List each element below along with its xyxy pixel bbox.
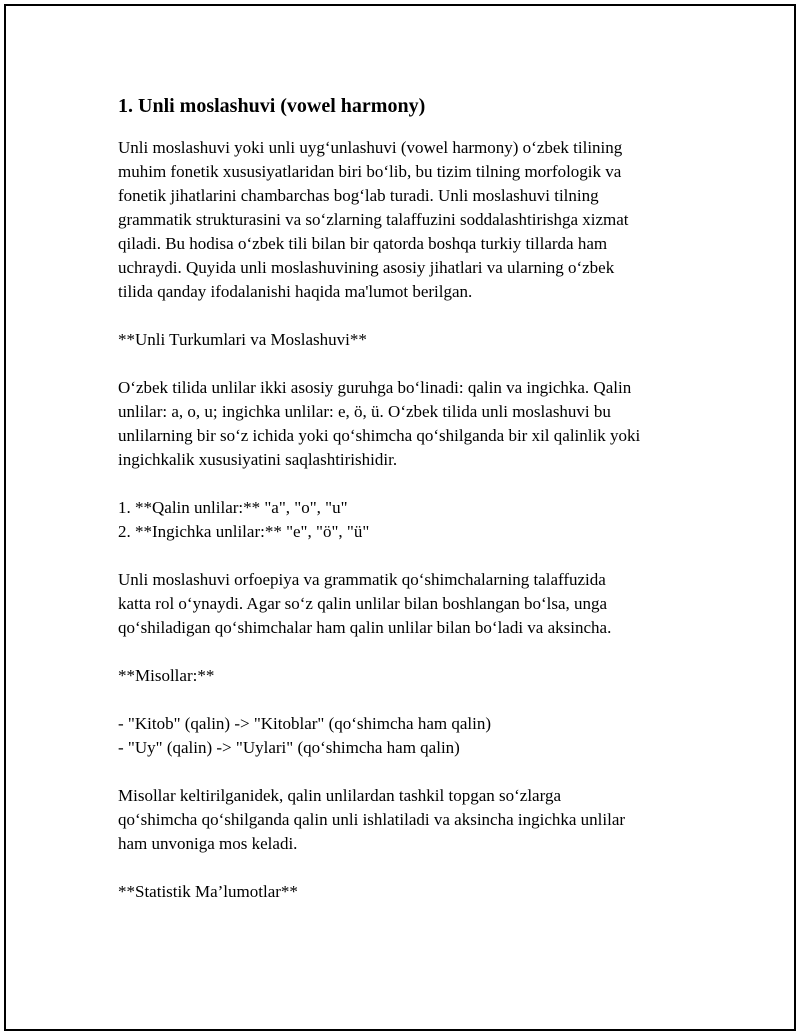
vowel-list	[114, 496, 694, 544]
role-line: qo‘shiladigan qo‘shimchalar ham qalin unlilar bilan bo‘ladi va aksincha.	[118, 618, 612, 637]
subsection-title-text: **Unli Turkumlari va Moslashuvi**	[118, 330, 367, 349]
intro-line: uchraydi. Quyida unli moslashuvining asosiy jihatlari va ularning o‘zbek	[118, 258, 615, 277]
conclusion-line: qo‘shimcha qo‘shilganda qalin unli ishlatiladi va aksincha ingichka unlilar	[118, 810, 626, 829]
example-item: - "Kitob" (qalin) -> "Kitoblar" (qo‘shimcha ham qalin)	[118, 714, 492, 733]
groups-line: unlilarning bir so‘z ichida yoki qo‘shimcha qo‘shilganda bir xil qalinlik yoki	[118, 426, 641, 445]
intro-line: tilida qanday ifodalanishi haqida ma'lumot berilgan.	[118, 282, 473, 301]
role-line: Unli moslashuvi orfoepiya va grammatik qo‘shimchalarning talaffuzida	[118, 570, 606, 589]
vowel-groups-paragraph	[114, 376, 694, 472]
examples-title-text: **Misollar:**	[118, 666, 215, 685]
conclusion-line: Misollar keltirilganidek, qalin unlilardan tashkil topgan so‘zlarga	[118, 786, 561, 805]
groups-line: unlilar: a, o, u; ingichka unlilar: e, ö, ü. O‘zbek tilida unli moslashuvi bu	[118, 402, 611, 421]
role-paragraph	[114, 568, 694, 640]
list-item: 2. **Ingichka unlilar:** "e", "ö", "ü"	[118, 522, 370, 541]
document-body	[114, 92, 694, 928]
intro-line: muhim fonetik xususiyatlaridan biri bo‘lib, bu tizim tilning morfologik va	[118, 162, 622, 181]
subsection-title-text: **Statistik Ma’lumotlar**	[118, 882, 298, 901]
section-heading: 1. Unli moslashuvi (vowel harmony)	[118, 95, 426, 117]
conclusion-line: ham unvoniga mos keladi.	[118, 834, 298, 853]
example-item: - "Uy" (qalin) -> "Uylari" (qo‘shimcha ham qalin)	[118, 738, 460, 757]
subsection-title-statistics	[114, 880, 694, 904]
subsection-title-vowel-groups	[114, 328, 694, 352]
intro-line: qiladi. Bu hodisa o‘zbek tili bilan bir qatorda boshqa turkiy tillarda ham	[118, 234, 608, 253]
examples-title	[114, 664, 694, 688]
list-item: 1. **Qalin unlilar:** "a", "o", "u"	[118, 498, 348, 517]
examples-list	[114, 712, 694, 760]
groups-line: O‘zbek tilida unlilar ikki asosiy guruhga bo‘linadi: qalin va ingichka. Qalin	[118, 378, 632, 397]
intro-paragraph	[114, 136, 694, 304]
intro-line: fonetik jihatlarini chambarchas bog‘lab turadi. Unli moslashuvi tilning	[118, 186, 599, 205]
role-line: katta rol o‘ynaydi. Agar so‘z qalin unlilar bilan boshlangan bo‘lsa, unga	[118, 594, 608, 613]
intro-line: Unli moslashuvi yoki unli uyg‘unlashuvi (vowel harmony) o‘zbek tilining	[118, 138, 623, 157]
groups-line: ingichkalik xususiyatini saqlashtirishidir.	[118, 450, 398, 469]
intro-line: grammatik strukturasini va so‘zlarning talaffuzini soddalashtirishga xizmat	[118, 210, 629, 229]
conclusion-paragraph	[114, 784, 694, 856]
